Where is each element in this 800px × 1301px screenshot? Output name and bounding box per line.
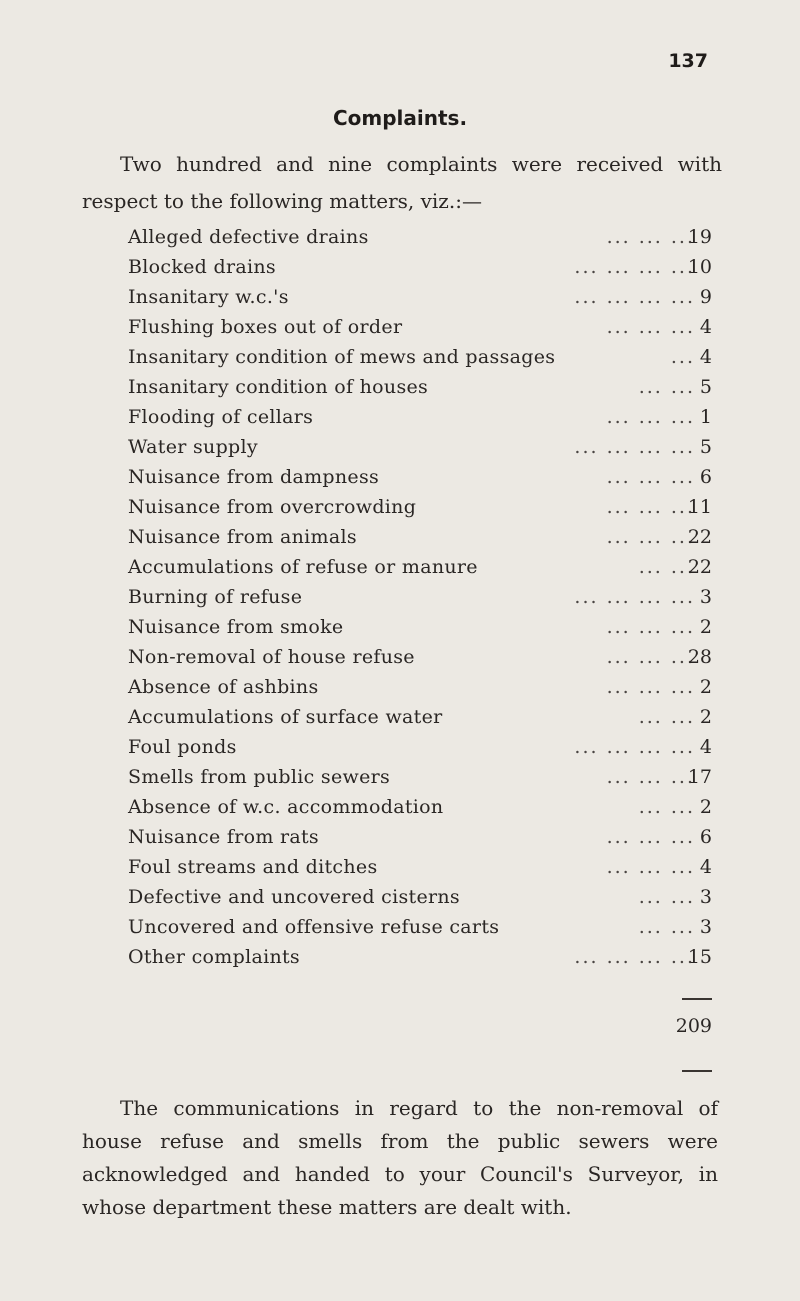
list-item <box>0 286 800 316</box>
item-label: Accumulations of refuse or manure <box>128 556 478 578</box>
dot-leaders: ... ... ... <box>606 616 695 638</box>
item-count: 4 <box>699 316 712 338</box>
list-item <box>0 466 800 496</box>
item-label: Flooding of cellars <box>128 406 314 428</box>
dot-leaders: ... ... ... ... <box>574 586 695 608</box>
list-item <box>0 736 800 766</box>
dot-leaders: ... ... ... <box>606 766 695 788</box>
item-count: 4 <box>699 346 712 368</box>
item-count: 2 <box>699 616 712 638</box>
list-item <box>0 946 800 976</box>
item-count: 17 <box>687 766 712 788</box>
item-count: 9 <box>699 286 712 308</box>
list-item <box>0 316 800 346</box>
item-count: 22 <box>687 526 712 548</box>
closing-paragraph: The communications in regard to the non-removal of house refuse and smells from the public sewers were acknowledged and handed to your Council's Surveyor, in whose department these matters are dealt with. <box>82 1096 718 1219</box>
dot-leaders: ... ... ... <box>606 826 695 848</box>
list-item <box>0 646 800 676</box>
dot-leaders: ... ... <box>638 556 695 578</box>
item-count: 2 <box>699 796 712 818</box>
list-item <box>0 436 800 466</box>
list-item <box>0 346 800 376</box>
item-label: Nuisance from smoke <box>128 616 344 638</box>
dot-leaders: ... ... ... <box>606 406 695 428</box>
list-item <box>0 376 800 406</box>
list-item <box>0 886 800 916</box>
item-count: 28 <box>687 646 712 668</box>
item-label: Nuisance from dampness <box>128 466 380 488</box>
item-count: 19 <box>687 226 712 248</box>
item-label: Foul streams and ditches <box>128 856 378 878</box>
item-label: Foul ponds <box>128 736 237 758</box>
item-label: Uncovered and offensive refuse carts <box>128 916 500 938</box>
item-label: Insanitary w.c.'s <box>128 286 289 308</box>
item-count: 3 <box>699 916 712 938</box>
dot-leaders: ... ... ... <box>606 496 695 518</box>
item-label: Alleged defective drains <box>128 226 369 248</box>
total-count: 209 <box>675 1015 712 1037</box>
dot-leaders: ... <box>670 346 695 368</box>
list-item <box>0 256 800 286</box>
list-item <box>0 826 800 856</box>
intro-paragraph: Two hundred and nine complaints were received with respect to the following matters, viz.:— <box>82 152 722 213</box>
item-label: Absence of w.c. accommodation <box>128 796 444 818</box>
item-count: 5 <box>699 436 712 458</box>
dot-leaders: ... ... ... ... <box>574 286 695 308</box>
dot-leaders: ... ... ... <box>606 316 695 338</box>
item-label: Nuisance from overcrowding <box>128 496 417 518</box>
page-number: 137 <box>668 50 708 72</box>
item-label: Water supply <box>128 436 258 458</box>
dot-leaders: ... ... ... ... <box>574 436 695 458</box>
list-item <box>0 766 800 796</box>
list-item <box>0 526 800 556</box>
item-label: Accumulations of surface water <box>128 706 443 728</box>
list-item <box>0 586 800 616</box>
dot-leaders: ... ... <box>638 886 695 908</box>
item-label: Non-removal of house refuse <box>128 646 415 668</box>
item-label: Smells from public sewers <box>128 766 391 788</box>
sum-rule-bottom <box>682 1070 712 1072</box>
dot-leaders: ... ... ... <box>606 856 695 878</box>
list-item <box>0 706 800 736</box>
item-label: Defective and uncovered cisterns <box>128 886 460 908</box>
list-item <box>0 496 800 526</box>
dot-leaders: ... ... ... <box>606 646 695 668</box>
item-label: Flushing boxes out of order <box>128 316 403 338</box>
item-count: 6 <box>699 466 712 488</box>
item-count: 2 <box>699 676 712 698</box>
item-count: 10 <box>687 256 712 278</box>
list-item <box>0 856 800 886</box>
item-label: Other complaints <box>128 946 300 968</box>
list-item <box>0 916 800 946</box>
list-item <box>0 226 800 256</box>
dot-leaders: ... ... ... <box>606 526 695 548</box>
item-count: 2 <box>699 706 712 728</box>
sum-rule-top <box>682 998 712 1000</box>
dot-leaders: ... ... ... ... <box>574 256 695 278</box>
dot-leaders: ... ... <box>638 916 695 938</box>
item-label: Nuisance from rats <box>128 826 319 848</box>
item-count: 15 <box>687 946 712 968</box>
list-item <box>0 676 800 706</box>
item-count: 3 <box>699 886 712 908</box>
dot-leaders: ... ... ... <box>606 466 695 488</box>
list-item <box>0 796 800 826</box>
item-label: Blocked drains <box>128 256 276 278</box>
list-item <box>0 406 800 436</box>
item-count: 5 <box>699 376 712 398</box>
item-label: Nuisance from animals <box>128 526 357 548</box>
item-count: 3 <box>699 586 712 608</box>
list-item <box>0 616 800 646</box>
item-label: Absence of ashbins <box>128 676 319 698</box>
item-label: Insanitary condition of mews and passages <box>128 346 556 368</box>
dot-leaders: ... ... <box>638 796 695 818</box>
item-label: Burning of refuse <box>128 586 303 608</box>
dot-leaders: ... ... <box>638 376 695 398</box>
list-item <box>0 556 800 586</box>
dot-leaders: ... ... <box>638 706 695 728</box>
section-title: Complaints. <box>332 106 468 130</box>
item-count: 11 <box>687 496 712 518</box>
dot-leaders: ... ... ... <box>606 676 695 698</box>
item-count: 6 <box>699 826 712 848</box>
item-count: 4 <box>699 736 712 758</box>
dot-leaders: ... ... ... <box>606 226 695 248</box>
dot-leaders: ... ... ... ... <box>574 736 695 758</box>
dot-leaders: ... ... ... ... <box>574 946 695 968</box>
item-count: 4 <box>699 856 712 878</box>
item-count: 22 <box>687 556 712 578</box>
item-label: Insanitary condition of houses <box>128 376 429 398</box>
item-count: 1 <box>699 406 712 428</box>
